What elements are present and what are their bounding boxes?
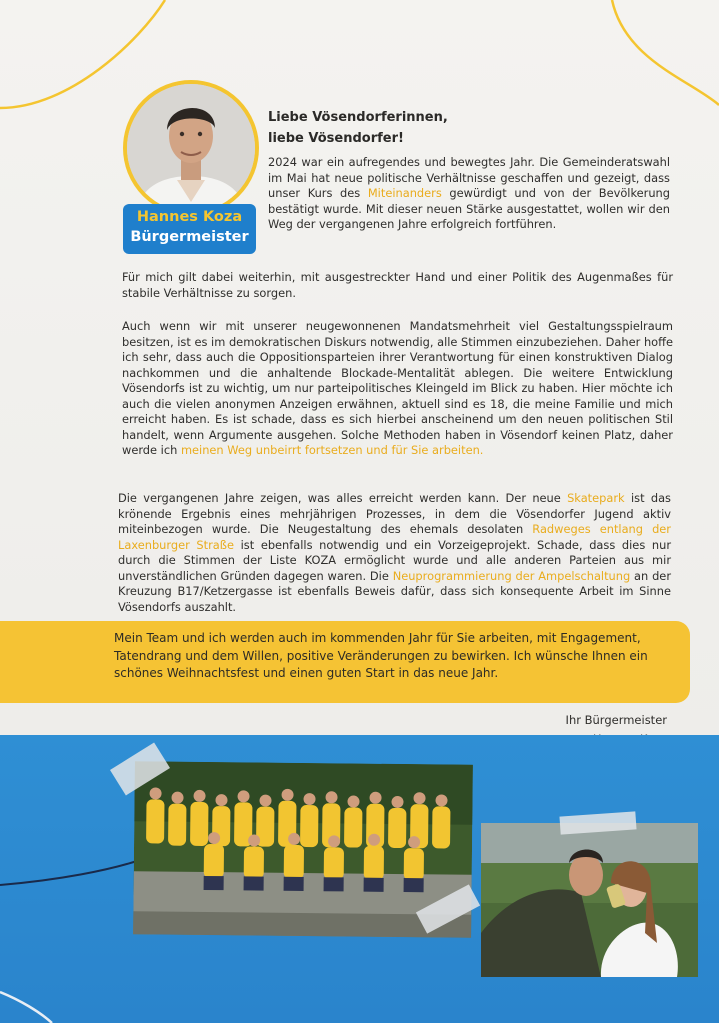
highlight-ampel: Neuprogrammierung der Ampelschaltung: [392, 568, 631, 583]
highlight-weg: meinen Weg unbeirrt fortsetzen und für Sie arbeiten.: [180, 443, 484, 457]
highlight-radweg: Radweges entlang der Laxenburger Straße: [118, 522, 671, 552]
paragraph-opposition: Auch wenn wir mit unserer neugewonnenen Mandatsmehrheit viel Gestaltungsspielraum besitzen, ist es im demokratischen Diskurs notwendig, alle Stimmen einzubeziehen. Daher hoffe ich sehr, dass auch die Oppositionsparteien ihrer Verantwortung für einen konstruktiven Dialog nachkommen und die anhaltende Blockade-Mentalität ablegen. Die weitere Entwicklung Vösendorfs ist zu wichtig, um nur parteipolitisches Kleingeld im Blick zu haben. Hier möchte ich auch die vielen anonymen Anzeigen erwähnen, aktuell sind es 18, die meine Familie und mich erreicht haben. Es ist schade, dass es sich hierbei anscheinend um den neuen politischen Stil handelt, wenn Argumente ausgehen. Solche Methoden haben in Vösendorf keinen Platz, daher werde ich meinen Weg unbeirrt fortsetzen und für Sie arbeiten.: [122, 319, 673, 457]
mayor-title: Bürgermeister: [130, 229, 249, 245]
paragraph-achievements: Die vergangenen Jahre zeigen, was alles erreicht werden kann. Der neue Skatepark ist das krönende Ergebnis eines mehrjährigen Prozesses, in dem die Vösendorfer Jugend aktiv miteinbezogen wurde. Die Neugestaltung des ehemals desolaten Radweges entlang der Laxenburger Straße ist ebenfalls notwendig und ein Vorzeigeprojekt. Schade, dass dies nur durch die Stimmen der Liste KOZA ermöglicht wurde und alle anderen Parteien aus mir unverständlichen Gründen dagegen waren. Die Neuprogrammierung der Ampelschaltung an der Kreuzung B17/Ketzergasse ist ebenfalls Beweis dafür, dass sich konsequente Arbeit im Sinne Vösendorfs auszahlt.: [118, 491, 672, 614]
signature-line-1: Ihr Bürgermeister: [565, 713, 667, 727]
closing-text: Mein Team und ich werden auch im kommenden Jahr für Sie arbeiten, mit Engagement, Tatendrang und dem Willen, positive Veränderungen zu bewirken. Ich wünsche Ihnen ein schönes Weihnachtsfest und einen guten Start in das neue Jahr.: [114, 631, 648, 680]
highlight-miteinanders: Miteinanders: [367, 186, 442, 200]
intro-paragraph: 2024 war ein aufregendes und bewegtes Jahr. Die Gemeinderatswahl im Mai hat neue politische Verhältnisse geschaffen und gezeigt, dass unser Kurs des Miteinanders gewürdigt und von der Bevölkerung bestätigt wurde. Mit dieser neuen Stärke ausgestattet, wollen wir den Weg der vergangenen Jahre erfolgreich fortführen.: [268, 155, 671, 231]
highlight-skatepark: Skatepark: [567, 491, 625, 505]
mayor-name: Hannes Koza: [136, 209, 243, 225]
greeting-line-2: liebe Vösendorfer!: [268, 131, 404, 146]
greeting-line-1: Liebe Vösendorferinnen,: [268, 110, 448, 125]
selfie-photo: [481, 823, 698, 977]
paragraph-stability: Für mich gilt dabei weiterhin, mit ausgestreckter Hand und einer Politik des Augenmaßes für stabile Verhältnisse zu sorgen.: [122, 270, 673, 300]
